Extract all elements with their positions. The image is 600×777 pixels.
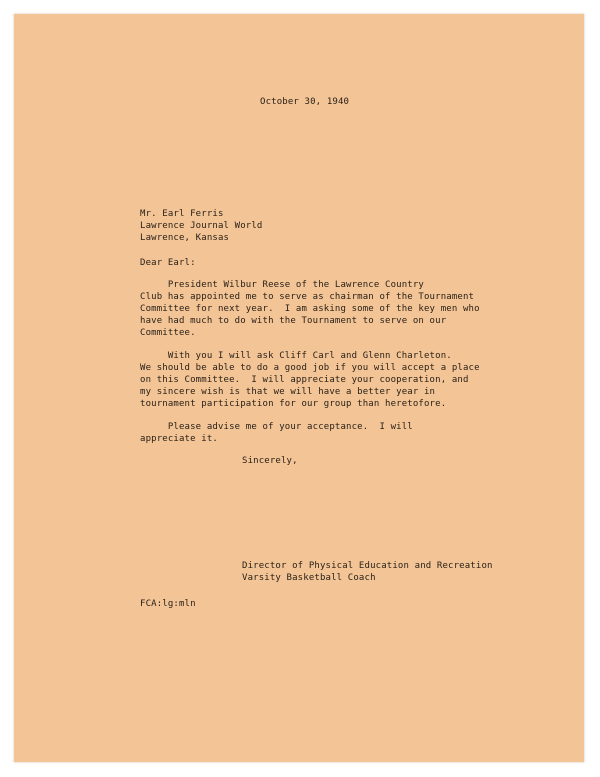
paragraph-3-line: Please advise me of your acceptance. I will xyxy=(140,422,413,432)
signature-title-line-2: Varsity Basketball Coach xyxy=(242,573,376,583)
paragraph-1-line: President Wilbur Reese of the Lawrence Country xyxy=(140,280,424,290)
letter-page xyxy=(14,14,584,762)
salutation: Dear Earl: xyxy=(140,258,196,268)
signature-title-line-1: Director of Physical Education and Recreation xyxy=(242,561,493,571)
paragraph-2-line: on this Committee. I will appreciate your cooperation, and xyxy=(140,375,469,385)
paragraph-1-line: Club has appointed me to serve as chairman of the Tournament xyxy=(140,292,475,302)
paragraph-2-line: We should be able to do a good job if you will accept a place xyxy=(140,363,480,373)
recipient-organization: Lawrence Journal World xyxy=(140,221,263,231)
typist-initials: FCA:lg:mln xyxy=(140,599,196,609)
paragraph-2-line: my sincere wish is that we will have a better year in xyxy=(140,387,436,397)
recipient-name: Mr. Earl Ferris xyxy=(140,209,224,219)
closing: Sincerely, xyxy=(242,456,298,466)
paragraph-1-line: Committee for next year. I am asking some of the key men who xyxy=(140,304,480,314)
paragraph-1-line: Committee. xyxy=(140,328,196,338)
paragraph-2-line: tournament participation for our group than heretofore. xyxy=(140,399,447,409)
letter-date: October 30, 1940 xyxy=(260,97,350,107)
paragraph-2-line: With you I will ask Cliff Carl and Glenn Charleton. xyxy=(140,351,452,361)
paragraph-1-line: have had much to do with the Tournament to serve on our xyxy=(140,316,447,326)
recipient-city: Lawrence, Kansas xyxy=(140,233,230,243)
paragraph-3-line: appreciate it. xyxy=(140,434,218,444)
